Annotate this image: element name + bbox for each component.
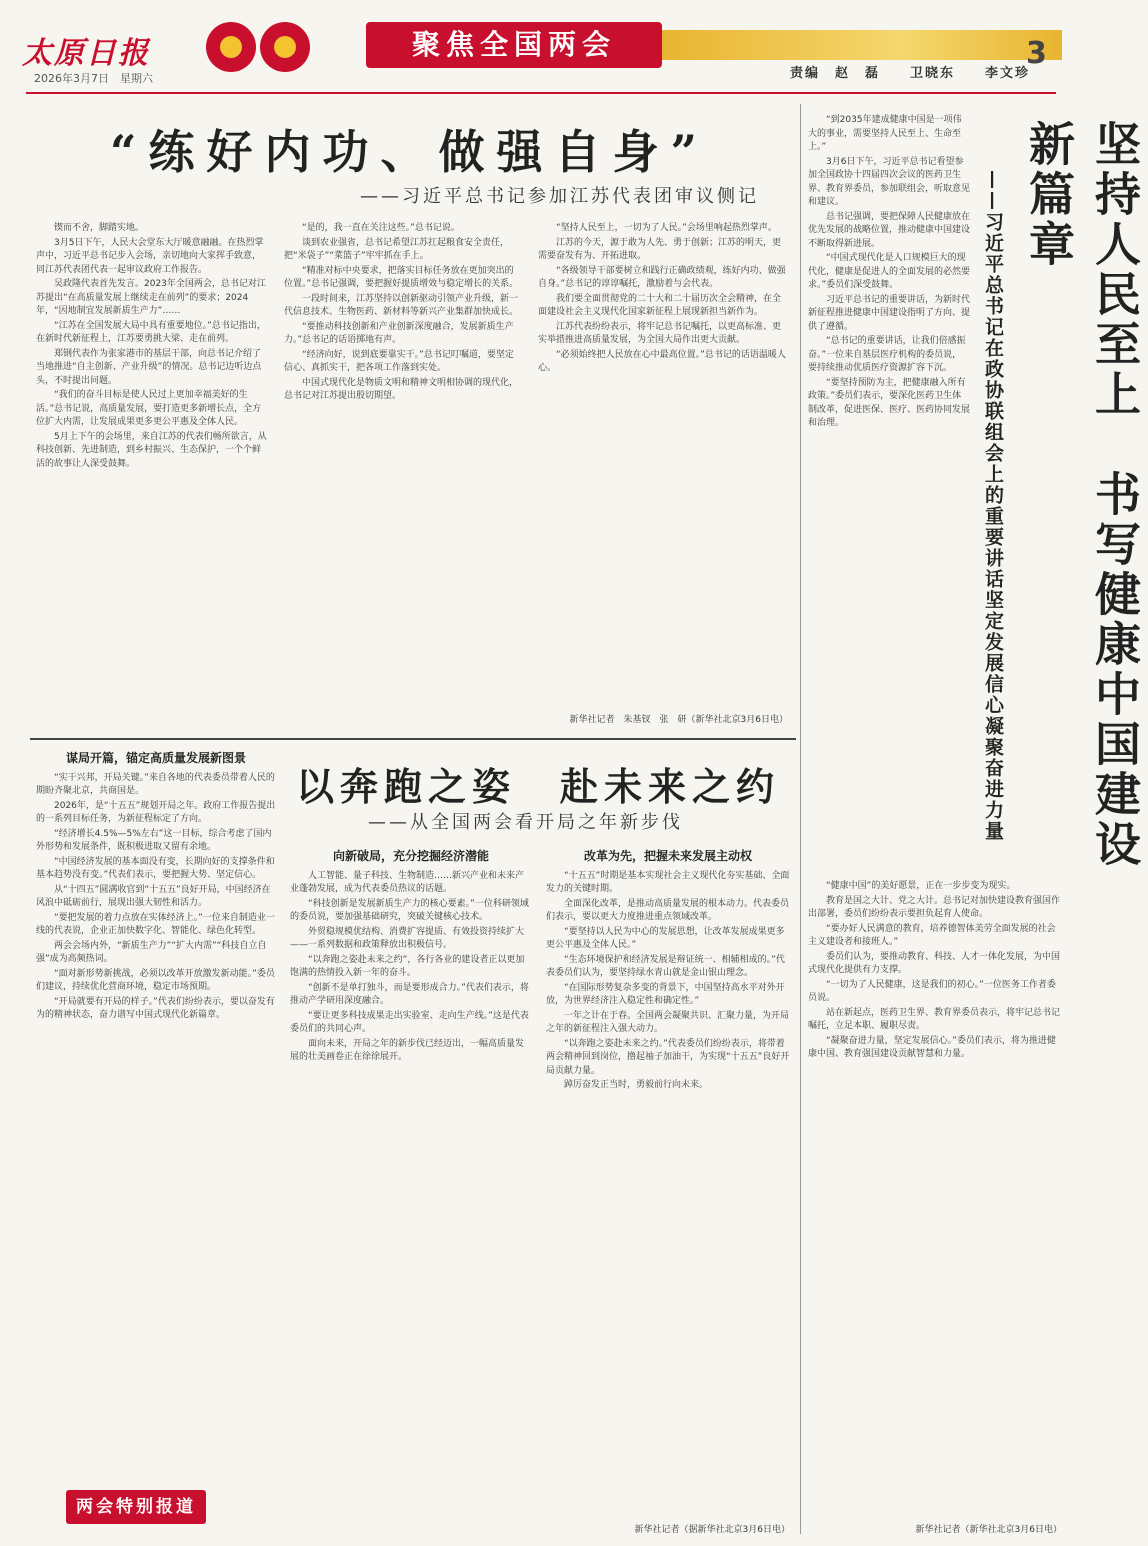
paragraph: “要让更多科技成果走出实验室、走向生产线。”这是代表委员们的共同心声。 (290, 1010, 529, 1034)
paragraph: “坚持人民至上，一切为了人民。”会场里响起热烈掌声。 (556, 223, 777, 233)
article3-column-2 (808, 880, 1062, 1516)
paragraph: 江苏代表纷纷表示，将牢记总书记嘱托，以更高标准、更实举措推进高质量发展，为全国大局作出更大贡献。 (538, 321, 782, 345)
section-heading: 谋局开篇，锚定高质量发展新图景 (65, 751, 246, 765)
paragraph: 一段时间来，江苏坚持以创新驱动引领产业升级，新一代信息技术、生物医药、新材料等新兴产业集群加快成长。 (284, 293, 519, 317)
paragraph: 5月上下午的会场里，来自江苏的代表们畅所欲言，从科技创新、先进制造，到乡村振兴、生态保护，一个个鲜活的故事让人深受鼓舞。 (36, 431, 267, 469)
paragraph: “要办好人民满意的教育，培养德智体美劳全面发展的社会主义建设者和接班人。” (808, 923, 1056, 947)
article1-byline-wrap (538, 710, 788, 729)
article3-subtitle: ——习近平总书记在政协联组会上的重要讲话坚定发展信心凝聚奋进力量 (982, 170, 1004, 842)
paragraph: 吴政隆代表首先发言。2023年全国两会，总书记对江苏提出“在高质量发展上继续走在前列”的要求；2024年，“因地制宜发展新质生产力”…… (36, 279, 266, 316)
column-divider (800, 104, 801, 1534)
paragraph: “中国式现代化是人口规模巨大的现代化，健康是促进人的全面发展的必然要求。”委员们深受鼓舞。 (808, 253, 971, 290)
article2-byline-wrap (546, 1520, 790, 1539)
paragraph: “必须始终把人民放在心中最高位置。”总书记的话语温暖人心。 (538, 349, 786, 373)
article2-column-3 (546, 844, 790, 1516)
article2-column-2 (290, 844, 532, 1526)
paragraph: “生态环境保护和经济发展是辩证统一、相辅相成的。”代表委员们认为，要坚持绿水青山就是金山银山理念。 (546, 954, 785, 978)
gold-band (662, 30, 1062, 60)
paragraph: 教育是国之大计、党之大计。总书记对加快建设教育强国作出部署，委员们纷纷表示要担负起育人使命。 (808, 895, 1061, 919)
article1-title: “练好内功、做强自身” (110, 125, 709, 179)
paragraph: “以奔跑之姿赴未来之约。”代表委员们纷纷表示，将带着两会精神回到岗位，撸起袖子加油干，为实现“十五五”良好开局贡献力量。 (546, 1038, 790, 1076)
paragraph: 全面深化改革，是推动高质量发展的根本动力。代表委员们表示，要以更大力度推进重点领域改革。 (546, 898, 790, 922)
paragraph: 3月5日下午，人民大会堂东大厅暖意融融。在热烈掌声中，习近平总书记步入会场，亲切地向大家挥手致意，同江苏代表团代表一起审议政府工作报告。 (36, 237, 264, 275)
editors-line: 责编 赵 磊 卫晓东 李文珍 (790, 66, 1031, 81)
paragraph: “中国经济发展的基本面没有变，长期向好的支撑条件和基本趋势没有变。”代表们表示，要把握大势、坚定信心。 (36, 856, 275, 880)
paragraph: 踔厉奋发正当时，勇毅前行向未来。 (564, 1080, 709, 1090)
paragraph: 外贸稳规模优结构、消费扩容提质、有效投资持续扩大——一系列数据和政策释放出积极信号。 (290, 926, 525, 950)
paragraph: 面向未来，开局之年的新步伐已经迈出，一幅高质量发展的壮美画卷正在徐徐展开。 (290, 1038, 525, 1062)
paragraph: “经济增长4.5%—5%左右”这一目标，综合考虑了国内外形势和发展条件，既积极进取又留有余地。 (36, 828, 272, 852)
article1-column-2 (284, 222, 522, 734)
section-heading: 向新破局，充分挖掘经济潜能 (332, 849, 489, 863)
paragraph: “实干兴邦，开局关键。”来自各地的代表委员带着人民的期盼齐聚北京，共商国是。 (36, 772, 275, 796)
article2-subtitle: ——从全国两会看开局之年新步伐 (368, 812, 683, 833)
article1-byline: 新华社记者 朱基钗 张 研（新华社北京3月6日电） (569, 715, 788, 725)
paragraph: 从“十四五”圆满收官到“十五五”良好开局，中国经济在风浪中砥砺前行，展现出强大韧性和活力。 (36, 884, 271, 908)
paragraph: 锲而不舍，脚踏实地。 (54, 223, 145, 233)
paragraph: “到2035年建成健康中国是一项伟大的事业，需要坚持人民至上、生命至上。” (808, 115, 962, 152)
paragraph: “要坚持以人民为中心的发展思想，让改革发展成果更多更公平惠及全体人民。” (546, 926, 785, 950)
article1-column-3 (538, 222, 788, 734)
paragraph: 谈到农业强省，总书记希望江苏扛起粮食安全责任，把“米袋子”“菜篮子”牢牢抓在手上。 (284, 237, 510, 261)
paragraph: “开局就要有开局的样子。”代表们纷纷表示，要以奋发有为的精神状态，奋力谱写中国式现代化新篇章。 (36, 996, 275, 1020)
paragraph: “创新不是单打独斗，而是要形成合力。”代表们表示，将推动产学研用深度融合。 (290, 982, 529, 1006)
paragraph: “要把发展的着力点放在实体经济上。”一位来自制造业一线的代表说，企业正加快数字化、智能化、绿色化转型。 (36, 912, 275, 936)
paragraph: “要坚持预防为主，把健康融入所有政策。”委员们表示，要深化医药卫生体制改革，促进医保、医疗、医药协同发展和治理。 (808, 377, 971, 428)
paragraph: “以奔跑之姿赴未来之约”，各行各业的建设者正以更加饱满的热情投入新一年的奋斗。 (290, 954, 525, 978)
paragraph: 习近平总书记的重要讲话，为新时代新征程推进健康中国建设指明了方向、提供了遵循。 (808, 294, 971, 332)
cppcc-emblem-icon (260, 22, 310, 72)
paragraph: 人工智能、量子科技、生物制造……新兴产业和未来产业蓬勃发展，成为代表委员热议的话题。 (290, 870, 525, 894)
article2-byline: 新华社记者（据新华社北京3月6日电） (634, 1525, 790, 1535)
paragraph: 两会会场内外，“新质生产力”“扩大内需”“科技自立自强”成为高频热词。 (36, 940, 267, 964)
national-emblem-icon (206, 22, 256, 72)
special-report-tag: 两会特别报道 (66, 1490, 206, 1524)
paragraph: 3月6日下午，习近平总书记看望参加全国政协十四届四次会议的医药卫生界、教育界委员，参加联组会，听取意见和建议。 (808, 156, 971, 207)
paragraph: 郑钢代表作为张家港市的基层干部，向总书记介绍了当地推进“自主创新、产业升级”的情况。总书记边听边点头，不时提出问题。 (36, 348, 262, 386)
paragraph: “经济向好，说到底要靠实干。”总书记叮嘱道，要坚定信心、真抓实干，把各项工作落到实处。 (284, 349, 514, 373)
newspaper-logo: 太原日报 (22, 36, 150, 71)
article3-byline-wrap (808, 1520, 1062, 1539)
section-banner: 聚焦全国两会 (366, 22, 662, 68)
paragraph: “总书记的重要讲话，让我们倍感振奋。”一位来自基层医疗机构的委员说，要持续推动优质医疗资源扩容下沉。 (808, 336, 966, 373)
article1-column-1 (36, 222, 268, 734)
paragraph: “精准对标中央要求，把落实目标任务放在更加突出的位置。”总书记强调，要把握好提质增效与稳定增长的关系。 (284, 265, 519, 289)
paragraph: 江苏的今天，源于敢为人先、勇于创新；江苏的明天，更需要奋发有为、开拓进取。 (538, 237, 782, 261)
paragraph: 站在新起点，医药卫生界、教育界委员表示，将牢记总书记嘱托，立足本职、履职尽责。 (808, 1007, 1061, 1031)
paragraph: “科技创新是发展新质生产力的核心要素。”一位科研领域的委员说，要加强基础研究，突破关键核心技术。 (290, 898, 529, 922)
article1-bottom-rule (30, 738, 796, 740)
paragraph: “要推动科技创新和产业创新深度融合，发展新质生产力。”总书记的话语掷地有声。 (284, 321, 514, 345)
paragraph: 中国式现代化是物质文明和精神文明相协调的现代化，总书记对江苏提出殷切期望。 (284, 377, 519, 401)
paragraph: “凝聚奋进力量，坚定发展信心。”委员们表示，将为推进健康中国、教育强国建设贡献智慧和力量。 (808, 1035, 1056, 1059)
article2-column-1 (36, 746, 276, 1476)
paragraph: 委员们认为，要推动教育、科技、人才一体化发展，为中国式现代化提供有力支撑。 (808, 951, 1061, 975)
article3-title: 坚持人民至上 书写健康中国建设新篇章 (1022, 120, 1142, 870)
masthead (0, 0, 1080, 96)
paragraph: 2026年，是“十五五”规划开局之年。政府工作报告提出的一系列目标任务，为新征程标定了方向。 (36, 800, 276, 824)
paragraph: 我们要全面贯彻党的二十大和二十届历次全会精神，在全面建设社会主义现代化国家新征程上展现新担当新作为。 (538, 293, 782, 317)
paragraph: “面对新形势新挑战，必须以改革开放激发新动能。”委员们建议，持续优化营商环境，稳定市场预期。 (36, 968, 275, 992)
paragraph: “各级领导干部要树立和践行正确政绩观，练好内功、做强自身。”总书记的谆谆嘱托，激励着与会代表。 (538, 265, 786, 289)
paragraph: “健康中国”的美好愿景，正在一步步变为现实。 (826, 881, 1016, 891)
article3-byline: 新华社记者（新华社北京3月6日电） (915, 1525, 1062, 1535)
paragraph: “江苏在全国发展大局中具有重要地位。”总书记指出，在新时代新征程上，江苏要勇挑大梁、走在前列。 (36, 320, 266, 344)
paragraph: “是的，我一直在关注这些。”总书记说。 (302, 223, 460, 233)
paragraph: “我们的奋斗目标是使人民过上更加幸福美好的生活。”总书记说，高质量发展，要打造更多新增长点，全方位扩大内需，让发展成果更多更公平惠及全体人民。 (36, 390, 262, 427)
paragraph: “在国际形势复杂多变的背景下，中国坚持高水平对外开放，为世界经济注入稳定性和确定性。” (546, 982, 785, 1006)
section-heading: 改革为先，把握未来发展主动权 (583, 849, 752, 863)
paragraph: “十五五”时期是基本实现社会主义现代化夯实基础、全面发力的关键时期。 (546, 870, 790, 894)
header-rule (26, 92, 1056, 94)
article2-title: 以奔跑之姿 赴未来之约 (296, 764, 781, 809)
article1-subtitle: ——习近平总书记参加江苏代表团审议侧记 (360, 186, 759, 207)
paragraph: 一年之计在于春。全国两会凝聚共识、汇聚力量，为开局之年的新征程注入强大动力。 (546, 1010, 790, 1034)
page-number: 3 (1026, 36, 1047, 71)
paragraph: “一切为了人民健康，这是我们的初心。”一位医务工作者委员说。 (808, 979, 1056, 1003)
dateline: 2026年3月7日 星期六 (34, 72, 153, 85)
paragraph: 总书记强调，要把保障人民健康放在优先发展的战略位置，推动健康中国建设不断取得新进展。 (808, 211, 971, 249)
article3-column-1 (808, 114, 970, 954)
